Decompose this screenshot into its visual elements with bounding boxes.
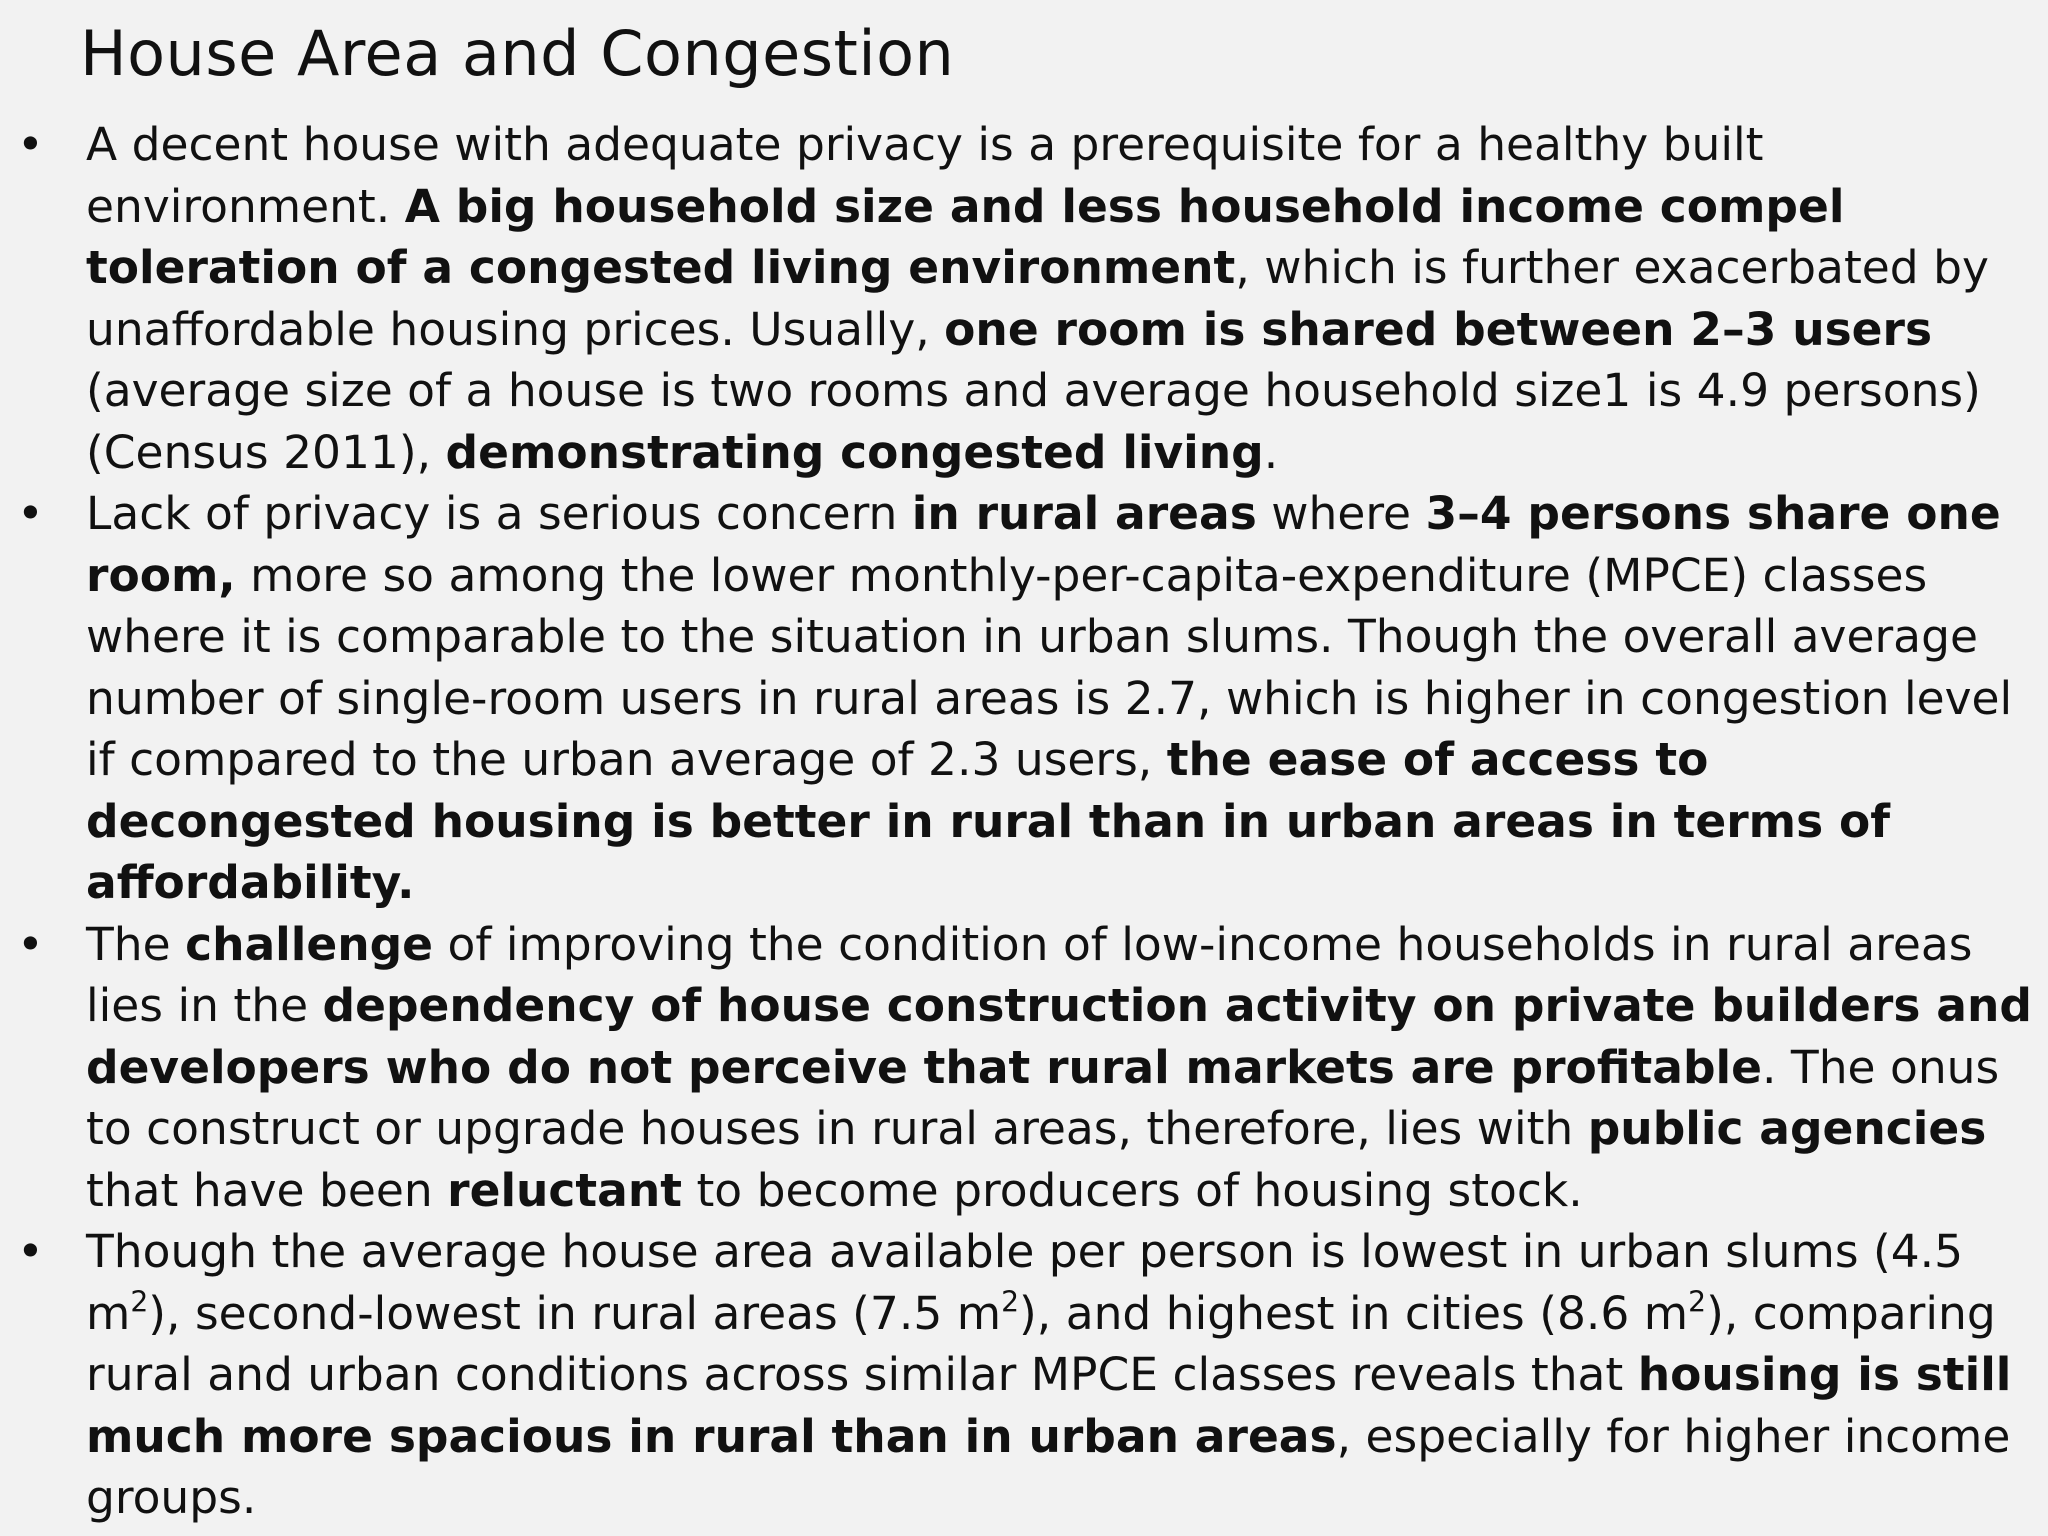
text-run: Lack of privacy is a serious concern <box>86 487 912 540</box>
text-run: The <box>86 917 186 971</box>
text-run: of improving the condition of low-income households in rural areas lies in the <box>86 917 1973 1032</box>
bullet-list <box>0 114 2048 1529</box>
bullet-item <box>0 914 2048 1222</box>
bold-text: A big household size and less household income compel toleration of a congested living environment <box>86 179 1845 294</box>
superscript: 2 <box>1688 1285 1707 1319</box>
text-run: ), and highest in cities (8.6 m <box>1019 1286 1689 1340</box>
bold-text: reluctant <box>447 1163 682 1217</box>
bullet-dot-icon: • <box>17 118 44 171</box>
superscript: 2 <box>1001 1285 1020 1319</box>
bullet-text <box>86 1225 2011 1524</box>
bold-text: demonstrating congested living <box>445 425 1264 479</box>
superscript: 2 <box>130 1285 149 1319</box>
bullet-item <box>0 114 2048 483</box>
bold-text: the ease of access to decongested housing is better in rural than in urban areas in terms of affordability. <box>86 733 1891 909</box>
bold-text: housing is still much more spacious in rural than in urban areas <box>86 1348 2012 1463</box>
text-run: A decent house with adequate privacy is a prerequisite for a healthy built environment. <box>86 118 1764 233</box>
text-run: more so among the lower monthly-per-capita-expenditure (MPCE) classes where it is comparable to the situation in urban slums. Though the overall average number of single-room users in rural areas is 2.7, which is higher in congestion level if compared to the urban average of 2.3 users, <box>86 548 2013 786</box>
text-run: , which is further exacerbated by unaffordable housing prices. Usually, <box>86 241 1989 356</box>
text-run: ), second-lowest in rural areas (7.5 m <box>148 1286 1002 1340</box>
text-run: . <box>1263 425 1279 479</box>
text-run: ), comparing rural and urban conditions across similar MPCE classes reveals that <box>86 1286 1996 1401</box>
bold-text: one room is shared between 2–3 users <box>944 302 1933 356</box>
text-run: , especially for higher income groups. <box>86 1409 2011 1524</box>
text-run: where <box>1256 487 1426 540</box>
bullet-text <box>86 918 2032 1217</box>
bullet-text <box>86 118 1989 479</box>
bullet-item <box>0 483 2048 914</box>
bullet-text <box>86 487 2012 909</box>
bullet-dot-icon: • <box>17 487 44 540</box>
text-run: Though the average house area available per person is lowest in urban slums (4.5 m <box>86 1225 1964 1340</box>
text-run: that have been <box>86 1163 448 1217</box>
bullet-item <box>0 1221 2048 1529</box>
text-run: (average size of a house is two rooms and average household size1 is 4.9 persons) (Census 2011), <box>86 364 1981 479</box>
bold-text: dependency of house construction activity on private builders and developers who do not perceive that rural markets are profitable <box>86 979 2032 1094</box>
text-run: . The onus to construct or upgrade houses in rural areas, therefore, lies with <box>86 1040 2000 1155</box>
text-run: to become producers of housing stock. <box>682 1163 1583 1217</box>
bold-text: 3–4 persons share one room, <box>86 487 2001 602</box>
bold-text: challenge <box>185 917 434 971</box>
bullet-dot-icon: • <box>17 917 44 971</box>
bold-text: public agencies <box>1587 1102 1987 1155</box>
bullet-dot-icon: • <box>17 1225 44 1278</box>
slide-title: House Area and Congestion <box>80 17 955 90</box>
bold-text: in rural areas <box>911 487 1257 540</box>
